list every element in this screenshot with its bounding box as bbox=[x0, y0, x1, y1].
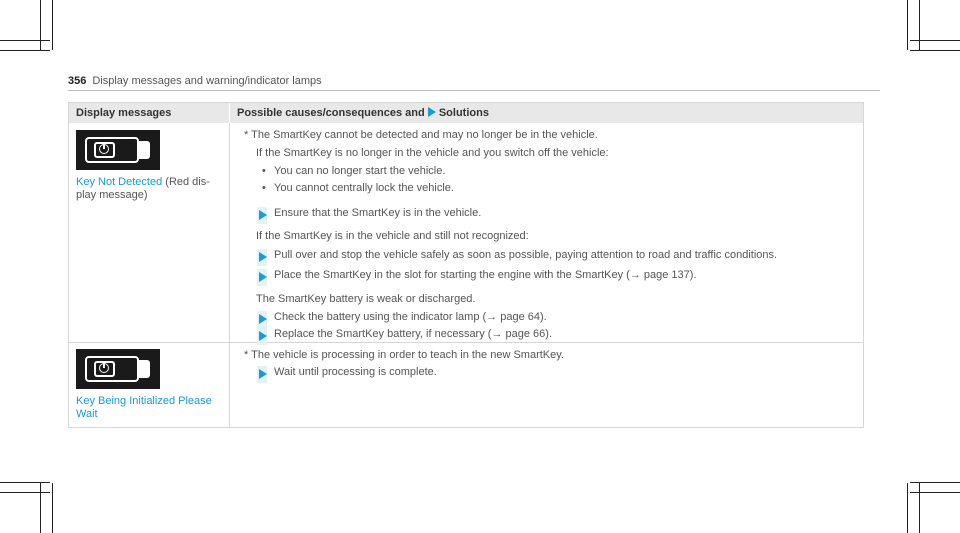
page-reference-arrow-icon: → bbox=[629, 269, 641, 281]
key-emblem bbox=[99, 144, 109, 154]
solution-text bbox=[274, 311, 547, 323]
message-key-being-initialized bbox=[76, 395, 226, 421]
cause-text: If the SmartKey is in the vehicle and still not recognized: bbox=[256, 230, 529, 242]
bullet: • bbox=[262, 182, 266, 194]
consequence-text: You can no longer start the vehicle. bbox=[274, 165, 446, 177]
bullet: • bbox=[262, 165, 266, 177]
key-blade bbox=[139, 360, 150, 378]
page-reference[interactable]: page 64). bbox=[500, 311, 547, 323]
consequence-text: You cannot centrally lock the vehicle. bbox=[274, 182, 454, 194]
crop-mark bbox=[907, 483, 908, 533]
solution-arrow-icon bbox=[257, 269, 267, 286]
cause-text: * The vehicle is processing in order to teach in the new SmartKey. bbox=[244, 349, 564, 361]
smartkey-icon bbox=[76, 349, 160, 389]
cause-text: * The SmartKey cannot be detected and may no longer be in the vehicle. bbox=[244, 129, 598, 141]
crop-mark bbox=[910, 482, 960, 483]
page-reference[interactable]: page 66). bbox=[505, 328, 552, 340]
message-link[interactable]: Key Not Detected bbox=[76, 176, 163, 188]
page-number: 356 bbox=[68, 75, 87, 87]
message-link[interactable]: Key Being Initialized Please bbox=[76, 395, 212, 407]
crop-mark bbox=[0, 492, 50, 493]
header-solutions-label: Solutions bbox=[438, 107, 489, 119]
row-divider bbox=[69, 342, 863, 343]
crop-mark bbox=[52, 483, 53, 533]
display-messages-table bbox=[68, 102, 864, 428]
cause-text: If the SmartKey is no longer in the vehicle and you switch off the vehicle: bbox=[256, 147, 609, 159]
crop-mark bbox=[40, 483, 41, 533]
key-emblem bbox=[99, 363, 109, 373]
key-fob-outline bbox=[85, 137, 139, 163]
header-causes-label: Possible causes/consequences and bbox=[237, 107, 425, 119]
crop-mark bbox=[0, 482, 50, 483]
message-note: (Red dis- bbox=[165, 176, 210, 188]
header-causes-solutions bbox=[237, 107, 489, 119]
key-blade bbox=[139, 141, 150, 159]
page-reference-arrow-icon: → bbox=[486, 311, 498, 323]
section-title: Display messages and warning/indicator lamps bbox=[92, 75, 322, 87]
solution-arrow-icon bbox=[257, 366, 267, 383]
solution-arrow-icon bbox=[257, 207, 267, 224]
solution-text: Pull over and stop the vehicle safely as soon as possible, paying attention to road and traffic conditions. bbox=[274, 249, 778, 261]
page-reference[interactable]: page 137). bbox=[643, 269, 697, 281]
key-fob-outline bbox=[85, 356, 139, 382]
crop-mark bbox=[910, 492, 960, 493]
solution-text bbox=[274, 328, 552, 340]
crop-mark bbox=[910, 40, 960, 41]
solution-text-part: Check the battery using the indicator lamp ( bbox=[274, 311, 487, 323]
table-header bbox=[69, 103, 863, 123]
solution-text: Ensure that the SmartKey is in the vehicle. bbox=[274, 207, 482, 219]
solution-text-part: Replace the SmartKey battery, if necessary ( bbox=[274, 328, 492, 340]
crop-mark bbox=[0, 40, 50, 41]
header-separator bbox=[229, 103, 230, 123]
solution-text bbox=[274, 269, 697, 281]
crop-mark bbox=[910, 50, 960, 51]
solution-arrow-icon bbox=[257, 249, 267, 266]
solution-arrow-icon bbox=[257, 311, 267, 328]
header-divider bbox=[68, 90, 880, 91]
column-divider bbox=[229, 123, 230, 427]
message-note: play message) bbox=[76, 189, 148, 201]
crop-mark bbox=[40, 0, 41, 50]
page-header bbox=[68, 75, 322, 87]
crop-mark bbox=[0, 50, 50, 51]
crop-mark bbox=[52, 0, 53, 50]
crop-mark bbox=[907, 0, 908, 50]
smartkey-icon bbox=[76, 130, 160, 170]
page-reference-arrow-icon: → bbox=[491, 328, 503, 340]
message-link[interactable]: Wait bbox=[76, 408, 98, 420]
cause-text: The SmartKey battery is weak or discharged. bbox=[256, 293, 476, 305]
crop-mark bbox=[919, 483, 920, 533]
header-display-messages: Display messages bbox=[76, 107, 172, 119]
solution-arrow-icon bbox=[428, 107, 436, 117]
message-key-not-detected bbox=[76, 176, 226, 202]
solution-text-part: Place the SmartKey in the slot for starting the engine with the SmartKey ( bbox=[274, 269, 630, 281]
solution-arrow-icon bbox=[257, 328, 267, 345]
solution-text: Wait until processing is complete. bbox=[274, 366, 437, 378]
crop-mark bbox=[919, 0, 920, 50]
